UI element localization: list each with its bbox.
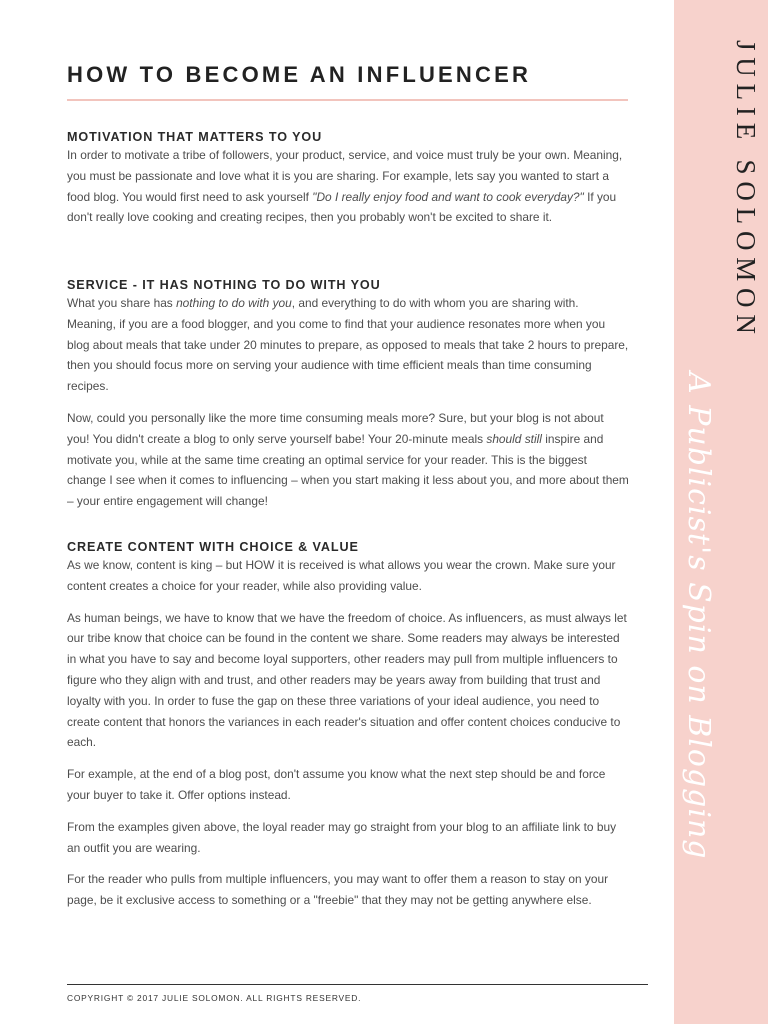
paragraph-text: Now, could you personally like the more time consuming meals more? Sure, but your blog is not about you! You didn't create a blog to only serve yourself babe! Your 20-minute meals (67, 410, 604, 446)
page-title: HOW TO BECOME AN INFLUENCER (67, 62, 532, 87)
paragraph: As human beings, we have to know that we have the freedom of choice. As influencers, as must always let our tribe know that choice can be found in the content we share. Some readers may always be interested in what you have to say and become loyal supporters, other readers may pull from multiple influencers to figure who they align with and trust, and other readers may be years away from building that trust and loyalty with you. In order to fuse the gap on these three variations of your ideal audience, you need to create content that honors the variances in each reader's situation and offer content choices conducive to each. (67, 610, 627, 750)
emphasis-text: "Do I really enjoy food and want to cook everyday?" (312, 189, 584, 204)
section-heading: CREATE CONTENT WITH CHOICE & VALUE (67, 540, 359, 554)
paragraph-text: , and everything to do with whom you are sharing with. Meaning, if you are a food blogger, and you come to find that your audience resonates more when you blog about meals that take under 20 minutes to prepare, as opposed to meals that take 2 hours to prepare, then you should focus more on serving your audience with time efficient meals than time consuming recipes. (67, 296, 629, 394)
emphasis-text: nothing to do with you (176, 296, 292, 310)
paragraph: For the reader who pulls from multiple influencers, you may want to offer them a reason to stay on your page, be it exclusive access to something or a "freebie" that they may not be getting anywhere else. (67, 872, 609, 908)
paragraph (67, 408, 629, 512)
paragraph-text: If you don't really love cooking and creating recipes, then you probably won't be excited to share it. (67, 189, 617, 225)
paragraph (67, 293, 629, 397)
paragraph: As we know, content is king – but HOW it is received is what allows you wear the crown. Make sure your content creates a choice for your reader, while also providing value. (67, 558, 616, 593)
brand-name: JULIE SOLOMON (731, 40, 761, 341)
paragraph-text: In order to motivate a tribe of followers, your product, service, and voice must truly be your own. Meaning, you must be passionate and love what it is you are sharing. For example, lets say you wanted to start a food blog. You would first need to ask yourself (67, 148, 623, 204)
section-motivation (67, 129, 629, 239)
copyright-footer: COPYRIGHT © 2017 JULIE SOLOMON. ALL RIGHTS RESERVED. (67, 993, 362, 1003)
paragraph: From the examples given above, the loyal reader may go straight from your blog to an affiliate link to buy an outfit you are wearing. (67, 819, 617, 855)
section-heading: SERVICE - IT HAS NOTHING TO DO WITH YOU (67, 278, 381, 292)
brand-tagline: A Publicist's Spin on Blogging (681, 372, 716, 860)
section-content (67, 539, 629, 922)
footer-divider (67, 984, 648, 985)
paragraph: For example, at the end of a blog post, don't assume you know what the next step should be and force your buyer to take it. Offer options instead. (67, 767, 606, 802)
title-divider (67, 99, 628, 101)
paragraph-text: inspire and motivate you, while at the same time creating an optimal service for your reader. This is the biggest change I see when it comes to influencing – when you start making it less about you, and more about them – your entire engagement will change! (67, 431, 629, 509)
paragraph (67, 145, 629, 228)
paragraph-text: What you share has (67, 296, 177, 310)
section-service (67, 277, 629, 523)
section-heading: MOTIVATION THAT MATTERS TO YOU (67, 130, 323, 144)
emphasis-text: should still (486, 431, 542, 446)
